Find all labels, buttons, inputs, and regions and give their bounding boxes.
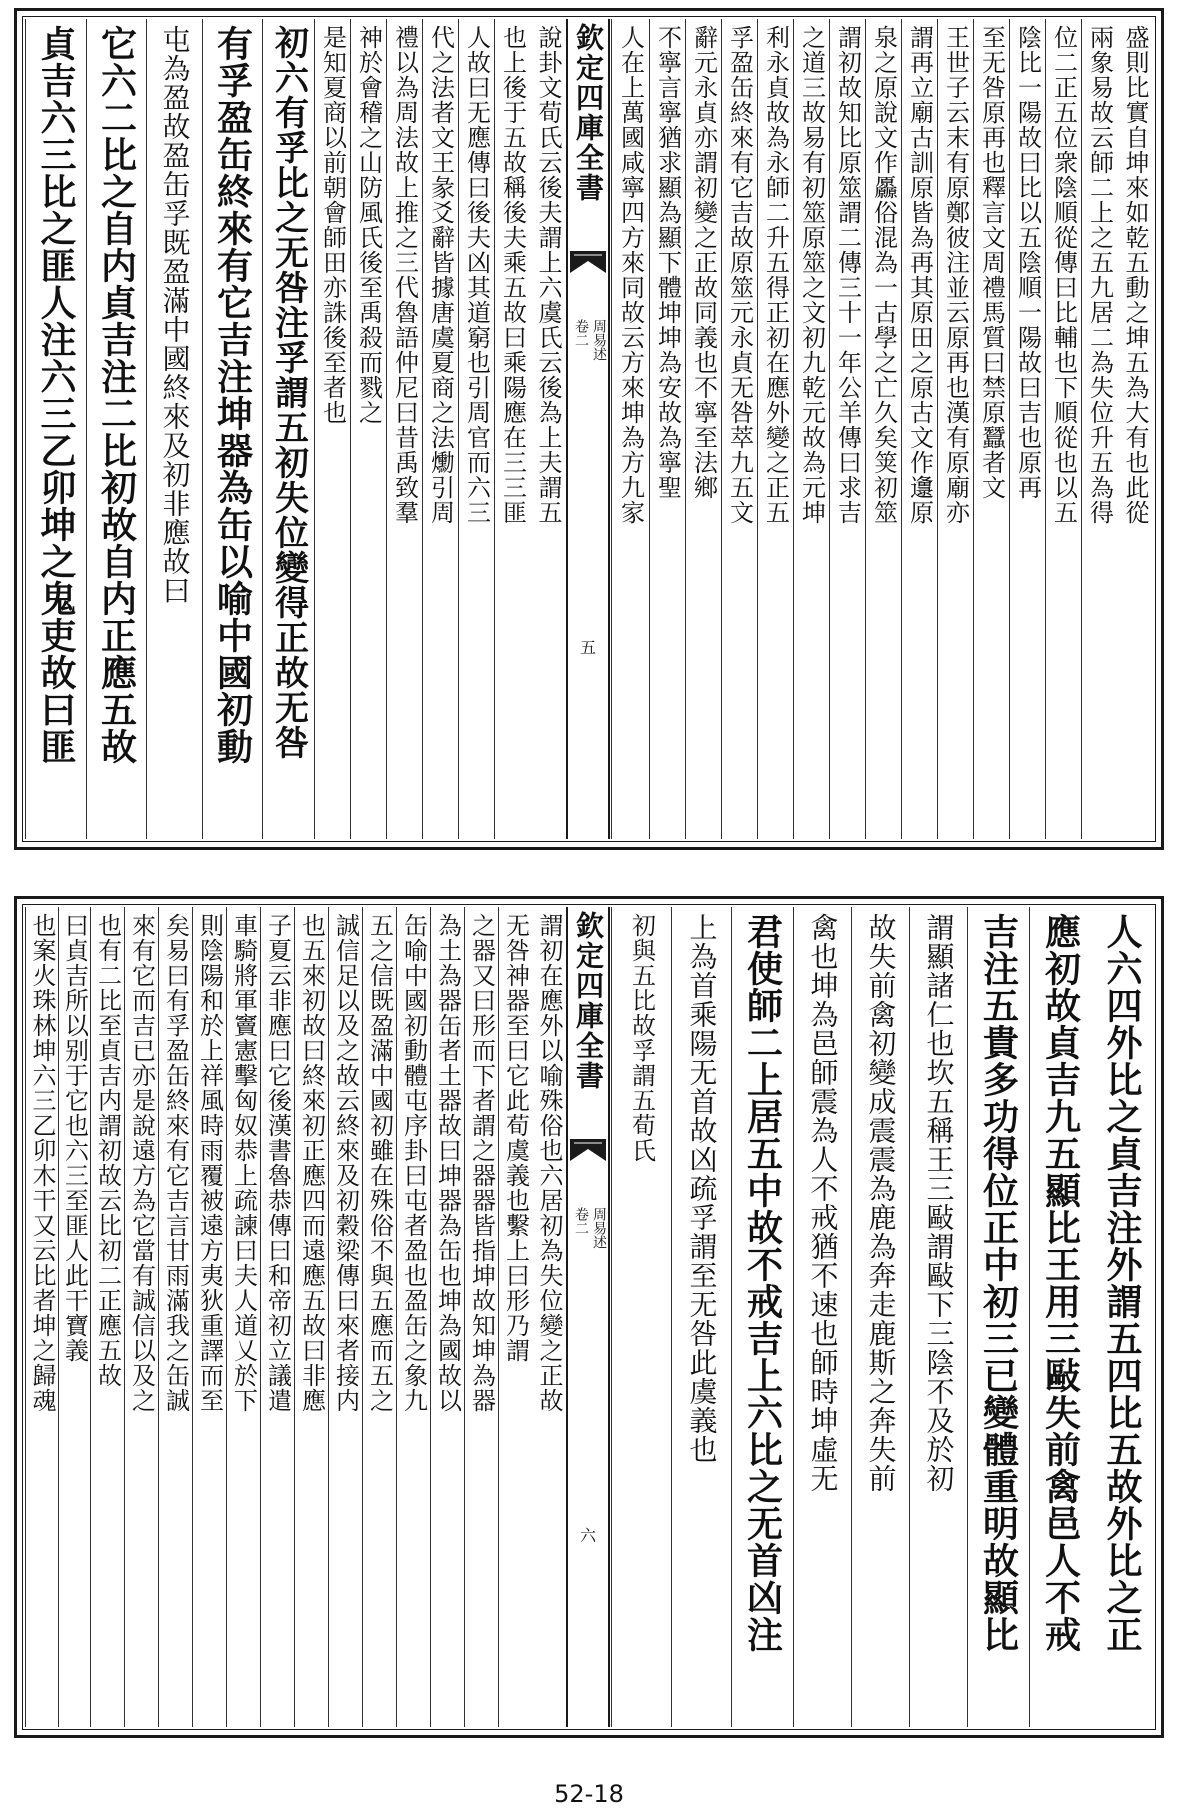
text-column: 車騎將軍竇憲擊匈奴恭上疏諫曰夫人道乂於下 (226, 907, 260, 1727)
top-left-half (25, 19, 566, 839)
text-column: 屯為盈故盈缶孚既盈滿中國終來及初非應故曰 (146, 19, 202, 839)
spine-volume: 卷二 (573, 1207, 589, 1235)
text-column: 辭元永貞亦謂初變之正故同義也不寧至法鄉 (685, 19, 721, 839)
main-text-column: 人六四外比之貞吉注外謂五四比五故外比之正 (1101, 913, 1143, 1653)
text-column: 五之信既盈滿中國初雖在殊俗不與五應而五之 (362, 907, 396, 1727)
text-column: 无咎神器至曰它此荀虞義也繫上曰形乃謂 (498, 907, 532, 1727)
spine-title: 欽定四庫全書 (572, 911, 605, 1091)
text-column: 也上後于五故稱後夫乘五故曰乘陽應在三三匪 (494, 19, 530, 839)
text-column: 說卦文荀氏云後夫謂上六虞氏云後為上夫謂五 (534, 25, 562, 525)
spine-volume: 卷二 (573, 319, 589, 347)
bottom-spine (566, 907, 610, 1727)
fishtail-ornament-icon (570, 1139, 606, 1161)
text-column: 神於會稽之山防風氏後至禹殺而戮之 (350, 19, 386, 839)
bottom-left-half (25, 907, 566, 1727)
text-column: 也五來初故曰終來初正應四而遠應五故曰非應 (294, 907, 328, 1727)
text-column: 孚盈缶終來有它吉故原筮元永貞无咎萃九五文 (721, 19, 757, 839)
text-column: 子夏云非應曰它後漢書魯恭傳曰和帝初立議遣 (260, 907, 294, 1727)
text-column: 人故曰无應傳曰後夫凶其道窮也引周官而六三 (458, 19, 494, 839)
fishtail-ornament-icon (570, 251, 606, 273)
text-column: 王世子云末有原鄭彼注並云原再也漢有原廟亦 (937, 19, 973, 839)
text-column: 來有它而吉已亦是說遠方為它當有誠信以及之 (124, 907, 158, 1727)
bottom-page (14, 896, 1164, 1738)
main-text-column: 君使師二上居五中故不戒吉上六比之无首凶注 (731, 907, 793, 1727)
text-column: 禮以為周法故上推之三代魯語仲尼曰昔禹致羣 (386, 19, 422, 839)
text-column: 不寧言寧猶求顯為顯下體坤坤為安故為寧聖 (649, 19, 685, 839)
text-column: 缶喻中國初動體屯序卦曰屯者盈也盈缶之象九 (396, 907, 430, 1727)
main-text-column: 初六有孚比之无咎注孚謂五初失位變得正故无咎 (262, 19, 314, 839)
top-page (14, 8, 1164, 850)
text-column: 陰比一陽故曰比以五陰順一陽故曰吉也原再 (1009, 19, 1045, 839)
main-text-column: 有孚盈缶終來有它吉注坤器為缶以喻中國初動 (202, 19, 262, 839)
page-number: 五 (579, 638, 596, 657)
spine-title: 欽定四庫全書 (572, 23, 605, 203)
top-spine (566, 19, 610, 839)
text-column: 謂初在應外以喻殊俗也六居初為失位變之正故 (535, 913, 563, 1413)
spine-book-title: 周易述 (591, 1207, 607, 1249)
text-column: 初與五比故孚謂五荀氏 (611, 907, 671, 1727)
text-column: 兩象易故云師二上之五九居二為失位升五為得 (1081, 19, 1117, 839)
main-text-column: 上為首乘陽无首故凶疏孚謂至无咎此虞義也 (671, 907, 731, 1727)
text-column: 為土為器缶者土器故曰坤器為缶也坤為國故以 (430, 907, 464, 1727)
text-column: 之道三故易有初筮原筮之文初九乾元故為元坤 (793, 19, 829, 839)
text-column: 之器又曰形而下者謂之器器皆指坤故知坤為器 (464, 907, 498, 1727)
text-column: 謂顯諸仁也坎五稱王三敺謂敺下三陰不及於初 (909, 907, 967, 1727)
text-column: 代之法者文王彖爻辭皆據唐虞夏商之法爋引周 (422, 19, 458, 839)
main-text-column: 貞吉六三比之匪人注六三乙卯坤之鬼吏故曰匪 (25, 19, 86, 839)
text-column: 曰貞吉所以别于它也六三至匪人此干寶義 (58, 907, 90, 1727)
main-text-column: 吉注五貴多功得位正中初三已變體重明故顯比 (967, 907, 1029, 1727)
text-column: 至无咎原再也釋言文周禮馬質曰禁原蠶者文 (973, 19, 1009, 839)
text-column: 故失前禽初變成震震為鹿為奔走鹿斯之奔失前 (851, 907, 909, 1727)
text-column: 利永貞故為永師二升五得正初在應外變之正五 (757, 19, 793, 839)
text-column: 人在上萬國咸寧四方來同故云方來坤為方九家 (611, 19, 649, 839)
text-column: 泉之原說文作厵俗混為一古學之亡久矣䇲初筮 (865, 19, 901, 839)
main-text-column: 應初故貞吉九五顯比王用三敺失前禽邑人不戒 (1029, 907, 1091, 1727)
spine-book-title: 周易述 (591, 319, 607, 361)
text-column: 誠信足以及之故云終來及初穀梁傳曰來者接内 (328, 907, 362, 1727)
footer-page-id: 52-18 (554, 1780, 624, 1808)
text-column: 矣易曰有孚盈缶終來有它吉言甘雨滿我之缶誠 (158, 907, 192, 1727)
text-column: 也有二比至貞吉内謂初故云比初二正應五故 (90, 907, 124, 1727)
top-right-half (611, 19, 1153, 839)
text-column: 也案火珠林坤六三乙卯木干又云比者坤之歸魂 (25, 907, 58, 1727)
bottom-right-half (611, 907, 1153, 1727)
text-column: 禽也坤為邑師震為人不戒猶不速也師時坤虛无 (793, 907, 851, 1727)
text-column: 盛則比實自坤來如乾五動之坤五為大有也此從 (1121, 25, 1149, 525)
text-column: 位二正五位衆陰順從傳曰比輔也下順從也以五 (1045, 19, 1081, 839)
text-column: 謂再立廟古訓原皆為再其原田之原古文作邍原 (901, 19, 937, 839)
text-column: 謂初故知比原筮謂二傳三十一年公羊傳曰求吉 (829, 19, 865, 839)
page-number: 六 (579, 1526, 596, 1545)
main-text-column: 它六二比之自内貞吉注二比初故自内正應五故 (86, 19, 146, 839)
text-column: 是知夏商以前朝會師田亦誅後至者也 (314, 19, 350, 839)
text-column: 則陰陽和於上祥風時雨覆被遠方夷狄重譯而至 (192, 907, 226, 1727)
